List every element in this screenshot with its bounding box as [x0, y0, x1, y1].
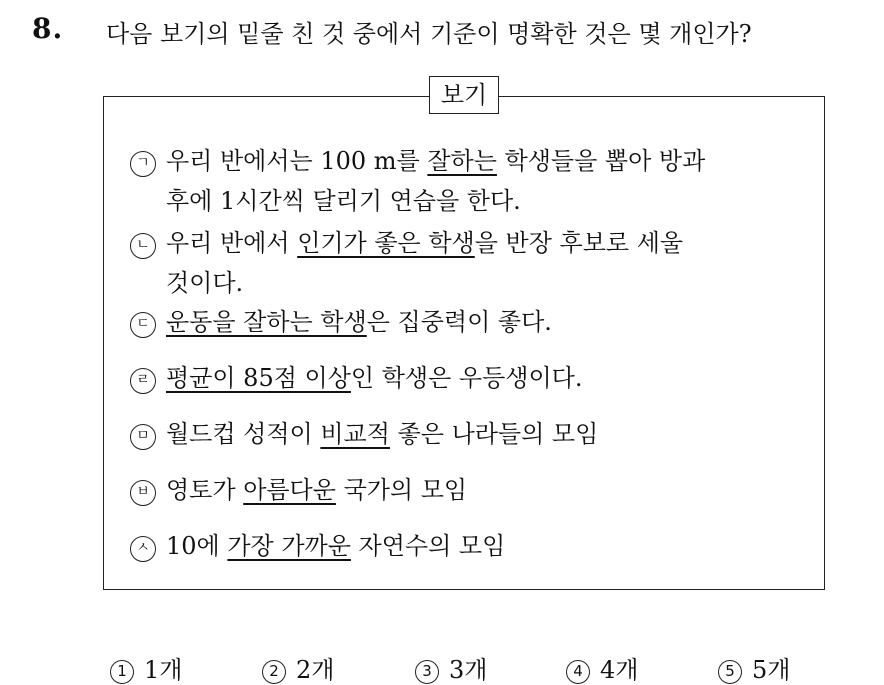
underlined-phrase: 운동을 잘하는 학생	[166, 308, 367, 336]
question-text: 다음 보기의 밑줄 친 것 중에서 기준이 명확한 것은 몇 개인가?	[106, 20, 752, 48]
answer-choice-3[interactable]	[415, 650, 487, 685]
choice-number: 2	[262, 660, 286, 684]
item-marker: ㄴ	[130, 233, 156, 259]
choice-text: 2개	[296, 656, 335, 684]
item-marker: ㅅ	[130, 536, 156, 562]
item-text: 은 집중력이 좋다.	[366, 308, 552, 336]
item-text: 좋은 나라들의 모임	[389, 420, 599, 448]
item-text: 인 학생은 우등생이다.	[350, 364, 583, 392]
choice-text: 4개	[600, 656, 639, 684]
example-item-3	[130, 302, 552, 342]
example-item-5	[130, 414, 598, 454]
item-text: 학생들을 뽑아 방과	[496, 147, 706, 175]
choice-number: 5	[718, 660, 742, 684]
underlined-phrase: 잘하는	[427, 147, 497, 175]
choice-number: 4	[566, 660, 590, 684]
choice-text: 1개	[144, 656, 183, 684]
answer-choice-1[interactable]	[110, 650, 182, 685]
choice-number: 3	[415, 660, 439, 684]
item-text: 국가의 모임	[335, 476, 468, 504]
item-text: 자연수의 모임	[350, 532, 506, 560]
underlined-phrase: 평균이 85점 이상	[166, 364, 351, 392]
item-marker: ㄷ	[130, 312, 156, 338]
answer-choice-2[interactable]	[262, 650, 334, 685]
underlined-phrase: 가장 가까운	[227, 532, 351, 560]
example-box-label: 보기	[429, 76, 499, 114]
item-marker: ㅂ	[130, 480, 156, 506]
item-text: 10에	[166, 532, 228, 560]
underlined-phrase: 아름다운	[243, 476, 336, 504]
choice-text: 5개	[752, 656, 791, 684]
item-text: 월드컵 성적이	[166, 420, 321, 448]
example-item-4	[130, 358, 582, 398]
example-item-6	[130, 470, 467, 510]
question-number: 8.	[32, 12, 64, 45]
item-continuation: 후에 1시간씩 달리기 연습을 한다.	[166, 187, 521, 215]
item-marker: ㄱ	[130, 151, 156, 177]
answer-choice-4[interactable]	[566, 650, 638, 685]
choice-text: 3개	[449, 656, 488, 684]
answer-choice-5[interactable]	[718, 650, 790, 685]
item-marker: ㅁ	[130, 424, 156, 450]
choice-number: 1	[110, 660, 134, 684]
example-item-7	[130, 526, 505, 566]
item-continuation: 것이다.	[166, 269, 244, 297]
item-marker: ㄹ	[130, 368, 156, 394]
underlined-phrase: 비교적	[320, 420, 390, 448]
item-text: 영토가	[166, 476, 244, 504]
example-item-1	[130, 141, 705, 221]
item-text: 우리 반에서	[166, 229, 298, 257]
item-text: 우리 반에서는 100 m를	[166, 147, 428, 175]
underlined-phrase: 인기가 좋은 학생	[297, 229, 475, 257]
item-text: 을 반장 후보로 세울	[474, 229, 684, 257]
example-item-2	[130, 223, 683, 303]
